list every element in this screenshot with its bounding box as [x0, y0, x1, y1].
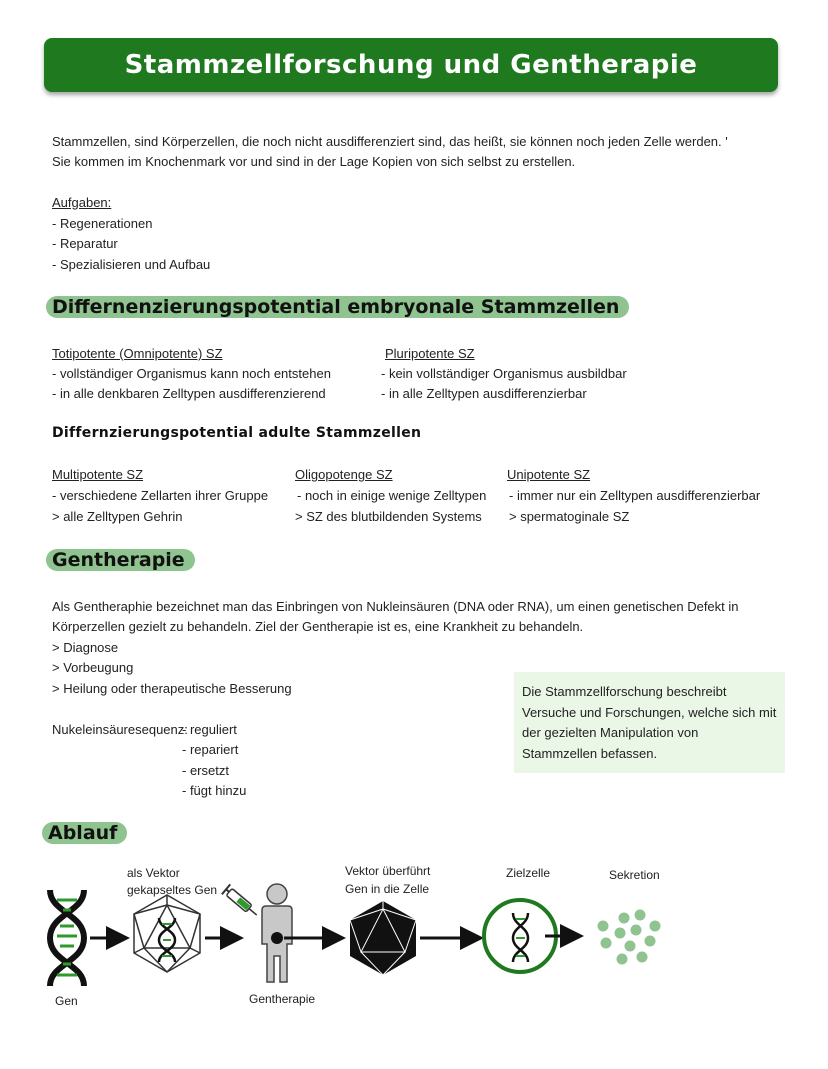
sequenz-item: - fügt hinzu — [182, 783, 247, 798]
section-heading-gentherapie: Gentherapie — [46, 549, 195, 571]
multipotent-line: - verschiedene Zellarten ihrer Gruppe — [52, 488, 269, 503]
pluripotent-title: Pluripotente SZ — [385, 346, 475, 361]
gentherapie-point: > Heilung oder therapeutische Besserung — [52, 681, 292, 696]
unipotent-line: - immer nur ein Zelltypen ausdifferenzierbar — [509, 488, 761, 503]
zielzelle-label: Zielzelle — [506, 866, 551, 880]
secretion-dots-icon — [598, 910, 661, 965]
vektor-icosahedron-icon — [134, 895, 200, 972]
oligopotent-line: - noch in einige wenige Zelltypen — [297, 488, 487, 503]
injection-point-icon — [271, 932, 283, 944]
aufgaben-item: - Reparatur — [52, 236, 118, 251]
sequenz-item: - repariert — [182, 742, 239, 757]
section-heading-embryonal: Differnenzierungspotential embryonale Stammzellen — [46, 296, 629, 318]
aufgaben-item: - Regenerationen — [52, 216, 153, 231]
intro-line-2: Sie kommen im Knochenmark vor und sind in der Lage Kopien von sich selbst zu erstellen. — [52, 154, 576, 169]
vektor-label-2: gekapseltes Gen — [127, 883, 218, 897]
totipotent-line: - vollständiger Organismus kann noch entstehen — [52, 366, 331, 381]
sequenz-item: - ersetzt — [182, 763, 229, 778]
sekretion-label: Sekretion — [609, 868, 660, 882]
unipotent-line: > spermatoginale SZ — [509, 509, 630, 524]
section-heading-adult: Differnzierungspotential adulte Stammzellen — [52, 425, 422, 441]
totipotent-line: - in alle denkbaren Zelltypen ausdifferenzierend — [52, 386, 326, 401]
pluripotent-line: - kein vollständiger Organismus ausbildbar — [381, 366, 627, 381]
note-box: Die Stammzellforschung beschreibt Versuche und Forschungen, welche sich mit der gezielten Manipulation von Stammzellen befassen. — [514, 672, 785, 773]
ueberfuehrt-label-2: Gen in die Zelle — [345, 882, 430, 896]
gentherapie-label: Gentherapie — [249, 992, 316, 1006]
oligopotent-title: Oligopotenge SZ — [295, 467, 393, 482]
gentherapie-line-2: Körperzellen gezielt zu behandeln. Ziel der Gentherapie ist es, eine Krankheit zu behandeln. — [52, 619, 584, 634]
aufgaben-item: - Spezialisieren und Aufbau — [52, 257, 211, 272]
syringe-icon — [222, 884, 261, 920]
small-dna-icon — [159, 918, 175, 962]
intro-line-1: Stammzellen, sind Körperzellen, die noch nicht ausdifferenziert sind, das heißt, sie können noch jeden Zelle werden. ' — [52, 134, 728, 149]
pluripotent-line: - in alle Zelltypen ausdifferenzierbar — [381, 386, 587, 401]
gentherapie-point: > Vorbeugung — [52, 660, 134, 675]
gentherapie-line-1: Als Gentheraphie bezeichnet man das Einbringen von Nukleinsäuren (DNA oder RNA), um einen genetischen Defekt in — [52, 599, 739, 614]
sequenz-label: Nukeleinsäuresequenz: — [52, 722, 188, 737]
aufgaben-heading: Aufgaben: — [52, 195, 112, 210]
unipotent-title: Unipotente SZ — [507, 467, 591, 482]
multipotent-title: Multipotente SZ — [52, 467, 144, 482]
gentherapie-point: > Diagnose — [52, 640, 119, 655]
section-heading-ablauf: Ablauf — [42, 822, 127, 844]
filled-icosahedron-icon — [350, 901, 416, 975]
sequenz-item: - reguliert — [182, 722, 237, 737]
totipotent-title: Totipotente (Omnipotente) SZ — [52, 346, 223, 361]
dna-icon — [50, 890, 84, 986]
oligopotent-line: > SZ des blutbildenden Systems — [295, 509, 482, 524]
gen-label: Gen — [55, 994, 78, 1008]
multipotent-line: > alle Zelltypen Gehrin — [52, 509, 183, 524]
ueberfuehrt-label-1: Vektor überführt — [345, 864, 431, 878]
page-title: Stammzellforschung und Gentherapie — [124, 50, 698, 80]
vektor-label-1: als Vektor — [127, 866, 180, 880]
